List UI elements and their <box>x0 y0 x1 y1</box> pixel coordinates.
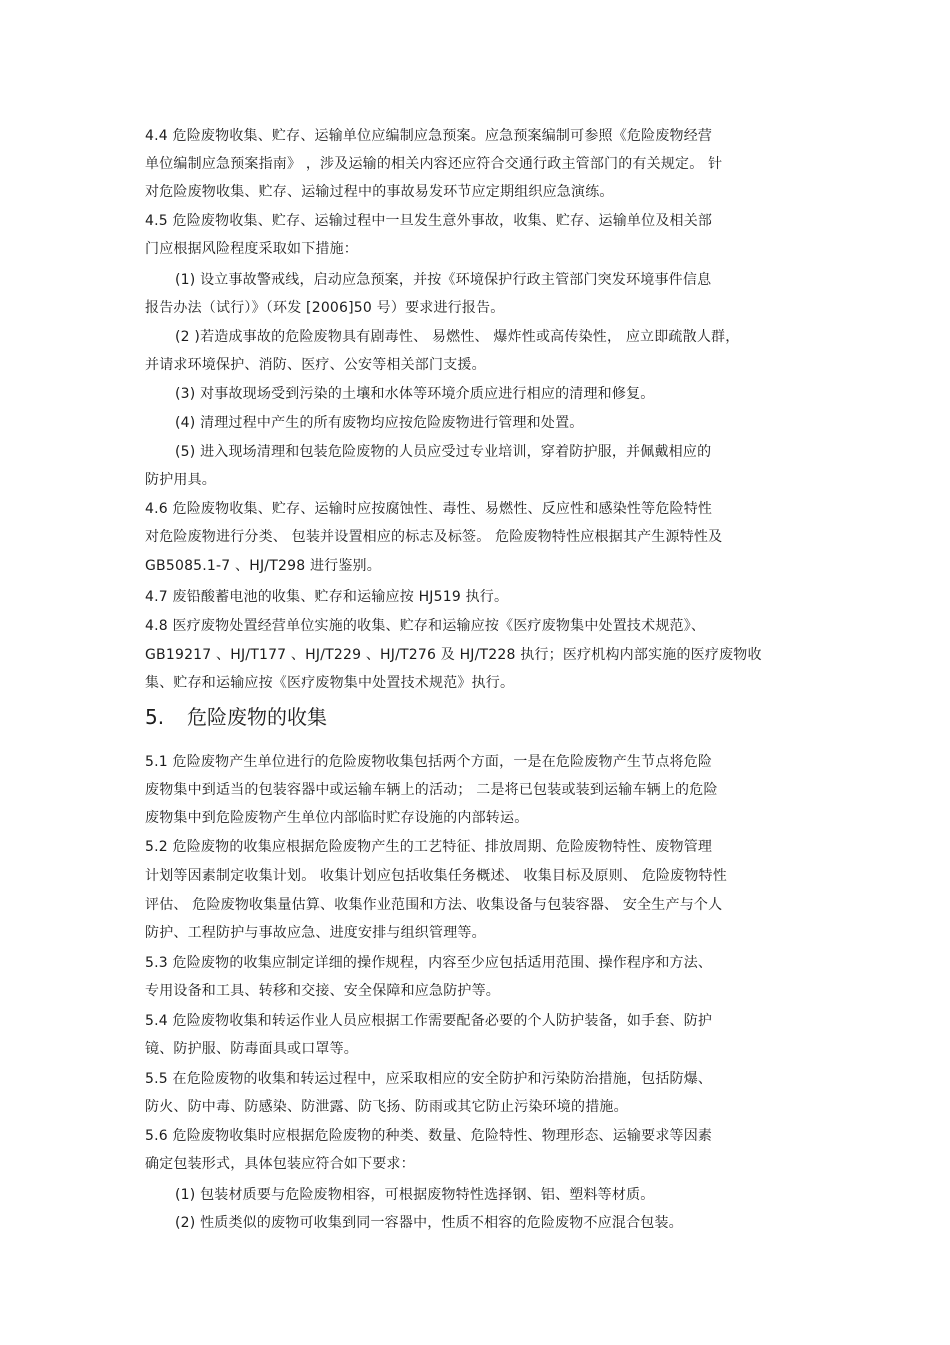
text-line: 5.6 危险废物收集时应根据危险废物的种类、数量、危险特性、物理形态、运输要求等因素 <box>145 1128 713 1144</box>
text-line: (2) 性质类似的废物可收集到同一容器中，性质不相容的危险废物不应混合包装。 <box>175 1215 683 1231</box>
text-line: GB5085.1-7 、HJ/T298 进行鉴别。 <box>145 558 381 574</box>
text-line: (1) 设立事故警戒线，启动应急预案，并按《环境保护行政主管部门突发环境事件信息 <box>175 272 712 288</box>
text-line: 单位编制应急预案指南》 ，涉及运输的相关内容还应符合交通行政主管部门的有关规定。 针 <box>145 156 723 172</box>
text-line: 5.1 危险废物产生单位进行的危险废物收集包括两个方面，一是在危险废物产生节点将危险 <box>145 754 713 770</box>
section-heading <box>145 704 327 730</box>
text-line: 4.4 危险废物收集、贮存、运输单位应编制应急预案。应急预案编制可参照《危险废物经营 <box>145 128 713 144</box>
text-line: 防护、工程防护与事故应急、进度安排与组织管理等。 <box>145 925 486 941</box>
text-line: 4.5 危险废物收集、贮存、运输过程中一旦发生意外事故，收集、贮存、运输单位及相关部 <box>145 213 713 229</box>
text-line: 集、贮存和运输应按《医疗废物集中处置技术规范》执行。 <box>145 675 515 691</box>
text-line: 5.4 危险废物收集和转运作业人员应根据工作需要配备必要的个人防护装备，如手套、防护 <box>145 1013 713 1029</box>
text-line: 5.3 危险废物的收集应制定详细的操作规程，内容至少应包括适用范围、操作程序和方法、 <box>145 955 713 971</box>
text-line: 镜、防护服、防毒面具或口罩等。 <box>145 1041 358 1057</box>
text-line: (1) 包装材质要与危险废物相容，可根据废物特性选择钢、铝、塑料等材质。 <box>175 1187 655 1203</box>
text-line: 4.8 医疗废物处置经营单位实施的收集、贮存和运输应按《医疗废物集中处置技术规范》、 <box>145 618 706 634</box>
text-line: (3) 对事故现场受到污染的土壤和水体等环境介质应进行相应的清理和修复。 <box>175 386 655 402</box>
text-line: (2 )若造成事故的危险废物具有剧毒性、 易燃性、 爆炸性或高传染性， 应立即疏散人群， <box>175 329 740 345</box>
text-line: 报告办法（试行）》（环发 [2006]50 号）要求进行报告。 <box>145 300 505 316</box>
text-line: 4.6 危险废物收集、贮存、运输时应按腐蚀性、毒性、易燃性、反应性和感染性等危险特性 <box>145 501 713 517</box>
text-line: 专用设备和工具、转移和交接、安全保障和应急防护等。 <box>145 983 500 999</box>
section-title: 危险废物的收集 <box>187 705 327 729</box>
text-line: 4.7 废铅酸蓄电池的收集、贮存和运输应按 HJ519 执行。 <box>145 589 509 605</box>
text-line: 废物集中到适当的包装容器中或运输车辆上的活动； 二是将已包装或装到运输车辆上的危险 <box>145 782 718 798</box>
text-line: 防护用具。 <box>145 472 216 488</box>
text-line: (4) 清理过程中产生的所有废物均应按危险废物进行管理和处置。 <box>175 415 584 431</box>
text-line: 废物集中到危险废物产生单位内部临时贮存设施的内部转运。 <box>145 810 529 826</box>
text-line: 5.2 危险废物的收集应根据危险废物产生的工艺特征、排放周期、危险废物特性、废物管理 <box>145 839 713 855</box>
section-number: 5. <box>145 705 165 729</box>
text-line: (5) 进入现场清理和包装危险废物的人员应受过专业培训，穿着防护服，并佩戴相应的 <box>175 444 712 460</box>
text-line: 确定包装形式，具体包装应符合如下要求： <box>145 1156 415 1172</box>
text-line: GB19217 、HJ/T177 、HJ/T229 、HJ/T276 及 HJ/T228 执行；医疗机构内部实施的医疗废物收 <box>145 647 762 663</box>
text-line: 防火、防中毒、防感染、防泄露、防飞扬、防雨或其它防止污染环境的措施。 <box>145 1099 628 1115</box>
text-line: 评估、 危险废物收集量估算、收集作业范围和方法、收集设备与包装容器、 安全生产与个人 <box>145 897 723 913</box>
text-line: 并请求环境保护、消防、医疗、公安等相关部门支援。 <box>145 357 486 373</box>
text-line: 计划等因素制定收集计划。 收集计划应包括收集任务概述、 收集目标及原则、 危险废物特性 <box>145 868 727 884</box>
text-line: 对危险废物收集、贮存、运输过程中的事故易发环节应定期组织应急演练。 <box>145 184 614 200</box>
text-line: 对危险废物进行分类、 包装并设置相应的标志及标签。 危险废物特性应根据其产生源特性及 <box>145 529 723 545</box>
text-line: 5.5 在危险废物的收集和转运过程中，应采取相应的安全防护和污染防治措施，包括防爆、 <box>145 1071 713 1087</box>
text-line: 门应根据风险程度采取如下措施： <box>145 241 358 257</box>
